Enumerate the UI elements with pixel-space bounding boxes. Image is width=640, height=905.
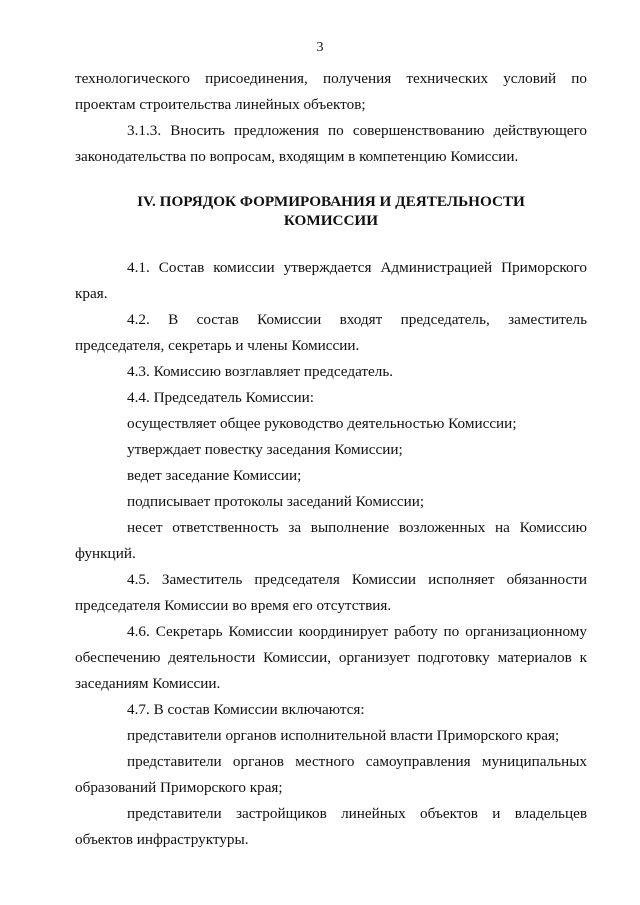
list-item-chair-duty-3: ведет заседание Комиссии; bbox=[127, 467, 302, 484]
paragraph-4-2: 4.2. В состав Комиссии входят председатель, заместитель председателя, секретарь и члены Комиссии. bbox=[75, 311, 587, 354]
paragraph-4-3: 4.3. Комиссию возглавляет председатель. bbox=[127, 363, 394, 380]
section-heading bbox=[75, 192, 587, 230]
paragraph-continuation: технологического присоединения, получения технических условий по проектам строительства линейных объектов; bbox=[75, 70, 587, 113]
list-item-chair-duty-5: несет ответственность за выполнение возложенных на Комиссию функций. bbox=[75, 519, 587, 562]
paragraph-4-6: 4.6. Секретарь Комиссии координирует работу по организационному обеспечению деятельности Комиссии, организует подготовку материалов к заседаниям Комиссии. bbox=[75, 623, 587, 692]
list-item-chair-duty-2: утверждает повестку заседания Комиссии; bbox=[127, 441, 403, 458]
paragraph-4-5: 4.5. Заместитель председателя Комиссии исполняет обязанности председателя Комиссии во время его отсутствия. bbox=[75, 571, 587, 614]
list-item-member-1: представители органов исполнительной власти Приморского края; bbox=[127, 727, 560, 744]
section-heading-line1: IV. ПОРЯДОК ФОРМИРОВАНИЯ И ДЕЯТЕЛЬНОСТИ bbox=[137, 193, 525, 210]
section-heading-line2: КОМИССИИ bbox=[283, 212, 379, 229]
page-number: 3 bbox=[316, 40, 324, 55]
paragraph-4-1: 4.1. Состав комиссии утверждается Администрацией Приморского края. bbox=[75, 259, 587, 302]
paragraph-3-1-3: 3.1.3. Вносить предложения по совершенствованию действующего законодательства по вопросам, входящим в компетенцию Комиссии. bbox=[75, 122, 587, 165]
paragraph-4-7: 4.7. В состав Комиссии включаются: bbox=[127, 701, 365, 718]
list-item-member-3: представители застройщиков линейных объектов и владельцев объектов инфраструктуры. bbox=[75, 805, 587, 848]
document-body bbox=[75, 66, 587, 853]
paragraph-4-4: 4.4. Председатель Комиссии: bbox=[127, 389, 315, 406]
list-item-chair-duty-4: подписывает протоколы заседаний Комиссии; bbox=[127, 493, 425, 510]
list-item-member-2: представители органов местного самоуправления муниципальных образований Приморского края; bbox=[75, 753, 587, 796]
list-item-chair-duty-1: осуществляет общее руководство деятельностью Комиссии; bbox=[127, 415, 517, 432]
